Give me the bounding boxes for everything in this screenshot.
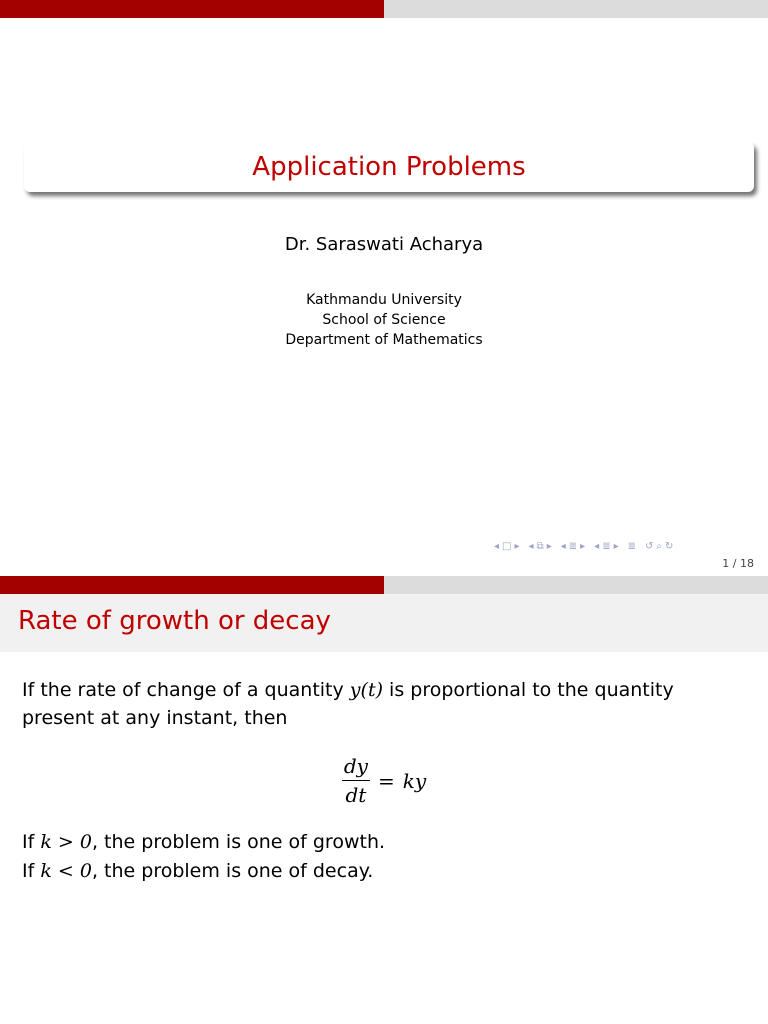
progress-bar-fill (0, 576, 384, 594)
case-text: , the problem is one of growth. (91, 831, 386, 853)
nav-prev-section-icon[interactable]: ◂ (560, 540, 566, 552)
nav-toc-icon[interactable]: ≣ (627, 540, 637, 552)
frame-title-bar (0, 594, 768, 652)
affiliation-line: Kathmandu University (306, 292, 462, 308)
intro-variable: y(t) (349, 679, 383, 701)
content-slide (0, 576, 768, 1024)
presentation-title: Application Problems (252, 152, 526, 182)
equation-rhs (378, 769, 426, 793)
progress-bar-fill (0, 0, 384, 18)
differential-equation (0, 754, 768, 807)
intro-text: If the rate of change of a quantity (22, 679, 350, 701)
intro-text: is proportional to the quantity present at any instant, then (22, 679, 674, 729)
equals-sign: = (377, 768, 395, 793)
nav-next-part-icon[interactable]: ▸ (613, 540, 619, 552)
case-text: , the problem is one of decay. (91, 860, 374, 882)
fraction-numerator: dy (342, 754, 370, 781)
nav-undo-icon[interactable]: ↺ (645, 540, 654, 552)
frame-title: Rate of growth or decay (18, 606, 331, 636)
nav-next-section-icon[interactable]: ▸ (580, 540, 586, 552)
affiliation-line: School of Science (322, 312, 446, 328)
page-number: 1 / 18 (722, 557, 754, 570)
nav-part-icon[interactable]: ≣ (602, 540, 611, 552)
nav-subsection-icon[interactable]: ⧉ (536, 540, 544, 552)
nav-prev-part-icon[interactable]: ◂ (594, 540, 600, 552)
decay-case (22, 857, 742, 886)
intro-paragraph (22, 676, 742, 732)
nav-prev-frame-icon[interactable]: ◂ (494, 540, 500, 552)
nav-frame-icon[interactable]: □ (502, 540, 512, 552)
nav-section-icon[interactable]: ≣ (568, 540, 578, 552)
derivative-fraction (342, 754, 370, 807)
nav-search-icon[interactable]: ⌕ (656, 540, 663, 552)
title-box (24, 142, 754, 192)
progress-bar (0, 576, 768, 594)
affiliation (0, 290, 768, 350)
progress-bar (0, 0, 768, 18)
author-name: Dr. Saraswati Acharya (284, 234, 484, 255)
nav-redo-icon[interactable]: ↻ (665, 540, 674, 552)
growth-condition: k > 0 (40, 831, 92, 853)
nav-prev-subsection-icon[interactable]: ◂ (528, 540, 534, 552)
growth-case (22, 828, 742, 857)
affiliation-line: Department of Mathematics (285, 332, 483, 348)
navigation-bar (494, 539, 764, 553)
case-text: If (22, 831, 41, 853)
fraction-denominator: dt (345, 783, 367, 807)
nav-next-subsection-icon[interactable]: ▸ (546, 540, 552, 552)
rhs-term: ky (402, 768, 427, 793)
decay-condition: k < 0 (40, 860, 92, 882)
case-text: If (22, 860, 41, 882)
nav-next-frame-icon[interactable]: ▸ (514, 540, 520, 552)
growth-decay-cases (22, 828, 742, 886)
